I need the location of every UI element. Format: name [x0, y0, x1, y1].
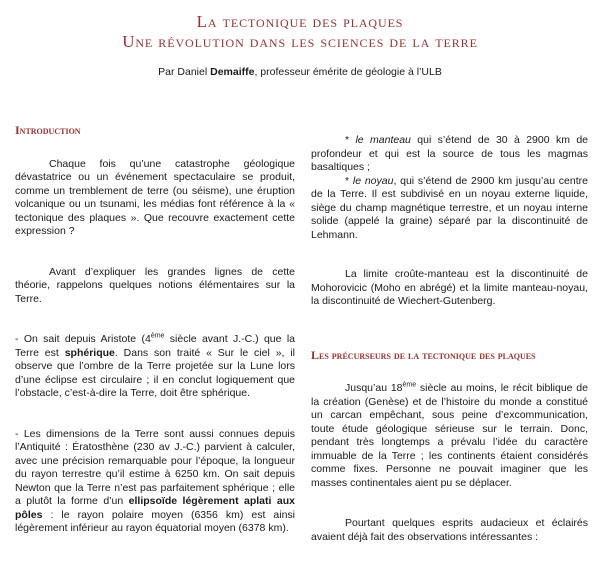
superscript: ème [402, 381, 417, 389]
text-segment: siècle au moins, le récit biblique de la création (Genèse) et de l’histoire du monde a constitué un carcan empêchant, sous peine d’excommunication, toute étude géologique sérieuse sur le terrain. Donc, pendant très longtemps a prévalu l’idée du caractère immuable de la Terre ; les continents étaient considérés comme fixes. Personne ne pouvait imaginer que les masses continentales aient pu se déplacer. [311, 382, 588, 489]
italic-term: le noyau [352, 174, 394, 187]
text-segment: qui s’étend de 30 à 2900 km de profondeur et qui est la source de tous les magmas basaltiques ; [311, 134, 588, 173]
right-column [311, 134, 588, 544]
byline-prefix: Par Daniel [158, 66, 211, 78]
italic-term: le manteau [355, 134, 411, 146]
text-segment: : le rayon polaire moyen (6356 km) est ainsi légèrement inférieur au rayon équatorial moyen (6378 km). [15, 508, 295, 534]
paragraph [15, 333, 295, 401]
title-line-2: Une révolution dans les sciences de la terre [122, 32, 478, 51]
text-segment: * [345, 134, 356, 146]
text-segment: Jusqu’au 18 [345, 382, 403, 394]
paragraph: Chaque fois qu’une catastrophe géologique dévastatrice ou un événement spectaculaire se produit, comme un tremblement de terre (ou séisme), une éruption volcanique ou un tsunami, les médias font référence à la « tectonique des plaques ». Que recouvre exactement cette expression ? [15, 157, 295, 237]
author-name: Demaiffe [210, 66, 255, 78]
text-segment: siècle avant J.-C.) que la Terre est [15, 333, 295, 359]
text-segment: . Dans son traité « Sur le ciel », il observe que l’ombre de la Terre projetée sur la Lune lors d’une éclipse est circulaire ; il en conclut logiquement que l’obstacle, c’est-à-dire la Terre, doit être sphérique. [15, 346, 295, 399]
paragraph: Pourtant quelques esprits audacieux et éclairés avaient déjà fait des observations intéressantes : [311, 517, 588, 543]
paragraph [311, 175, 588, 243]
text-segment: * [345, 174, 353, 187]
section-title-introduction: Introduction [15, 123, 81, 137]
paragraph: Avant d’expliquer les grandes lignes de cette théorie, rappelons quelques notions élémentaires sur la Terre. [15, 265, 295, 305]
paragraph [311, 134, 588, 175]
byline-suffix: , professeur émérite de géologie à l’ULB [254, 66, 442, 78]
text-segment: , qui s’étend de 2900 km jusqu’au centre de la Terre. Il est subdivisé en un noyau externe liquide, siège du champ magnétique terrestre, et un noyau interne solide (appelé la graine) séparé par la discontinuité de Lehmann. [311, 174, 588, 241]
byline [0, 66, 600, 78]
superscript: ème [150, 332, 165, 340]
left-column [15, 124, 295, 536]
section-title-precursors: Les précurseurs de la tectonique des plaques [311, 347, 536, 362]
paragraph [311, 382, 588, 490]
title-line-1: La tectonique des plaques [196, 12, 404, 31]
bold-term: sphérique [64, 346, 115, 359]
bold-term: ellipsoïde légèrement aplati aux pôles [15, 495, 295, 521]
paragraph [15, 428, 295, 536]
text-segment: - On sait depuis Aristote (4 [15, 333, 151, 345]
paragraph: La limite croûte-manteau est la discontinuité de Mohorovicic (Moho en abrégé) et la limite manteau-noyau, la discontinuité de Wiechert-Gutenberg. [311, 268, 588, 307]
text-segment: - Les dimensions de la Terre sont aussi connues depuis l’Antiquité : Ératosthène (230 av J.-C.) parvient à calculer, avec une précision remarquable pour l’époque, la longueur du rayon terrestre qu’il estime à 6250 km. On sait depuis Newton que la Terre n’est pas parfaitement sphérique ; elle a plutôt la forme d’un [15, 427, 295, 507]
